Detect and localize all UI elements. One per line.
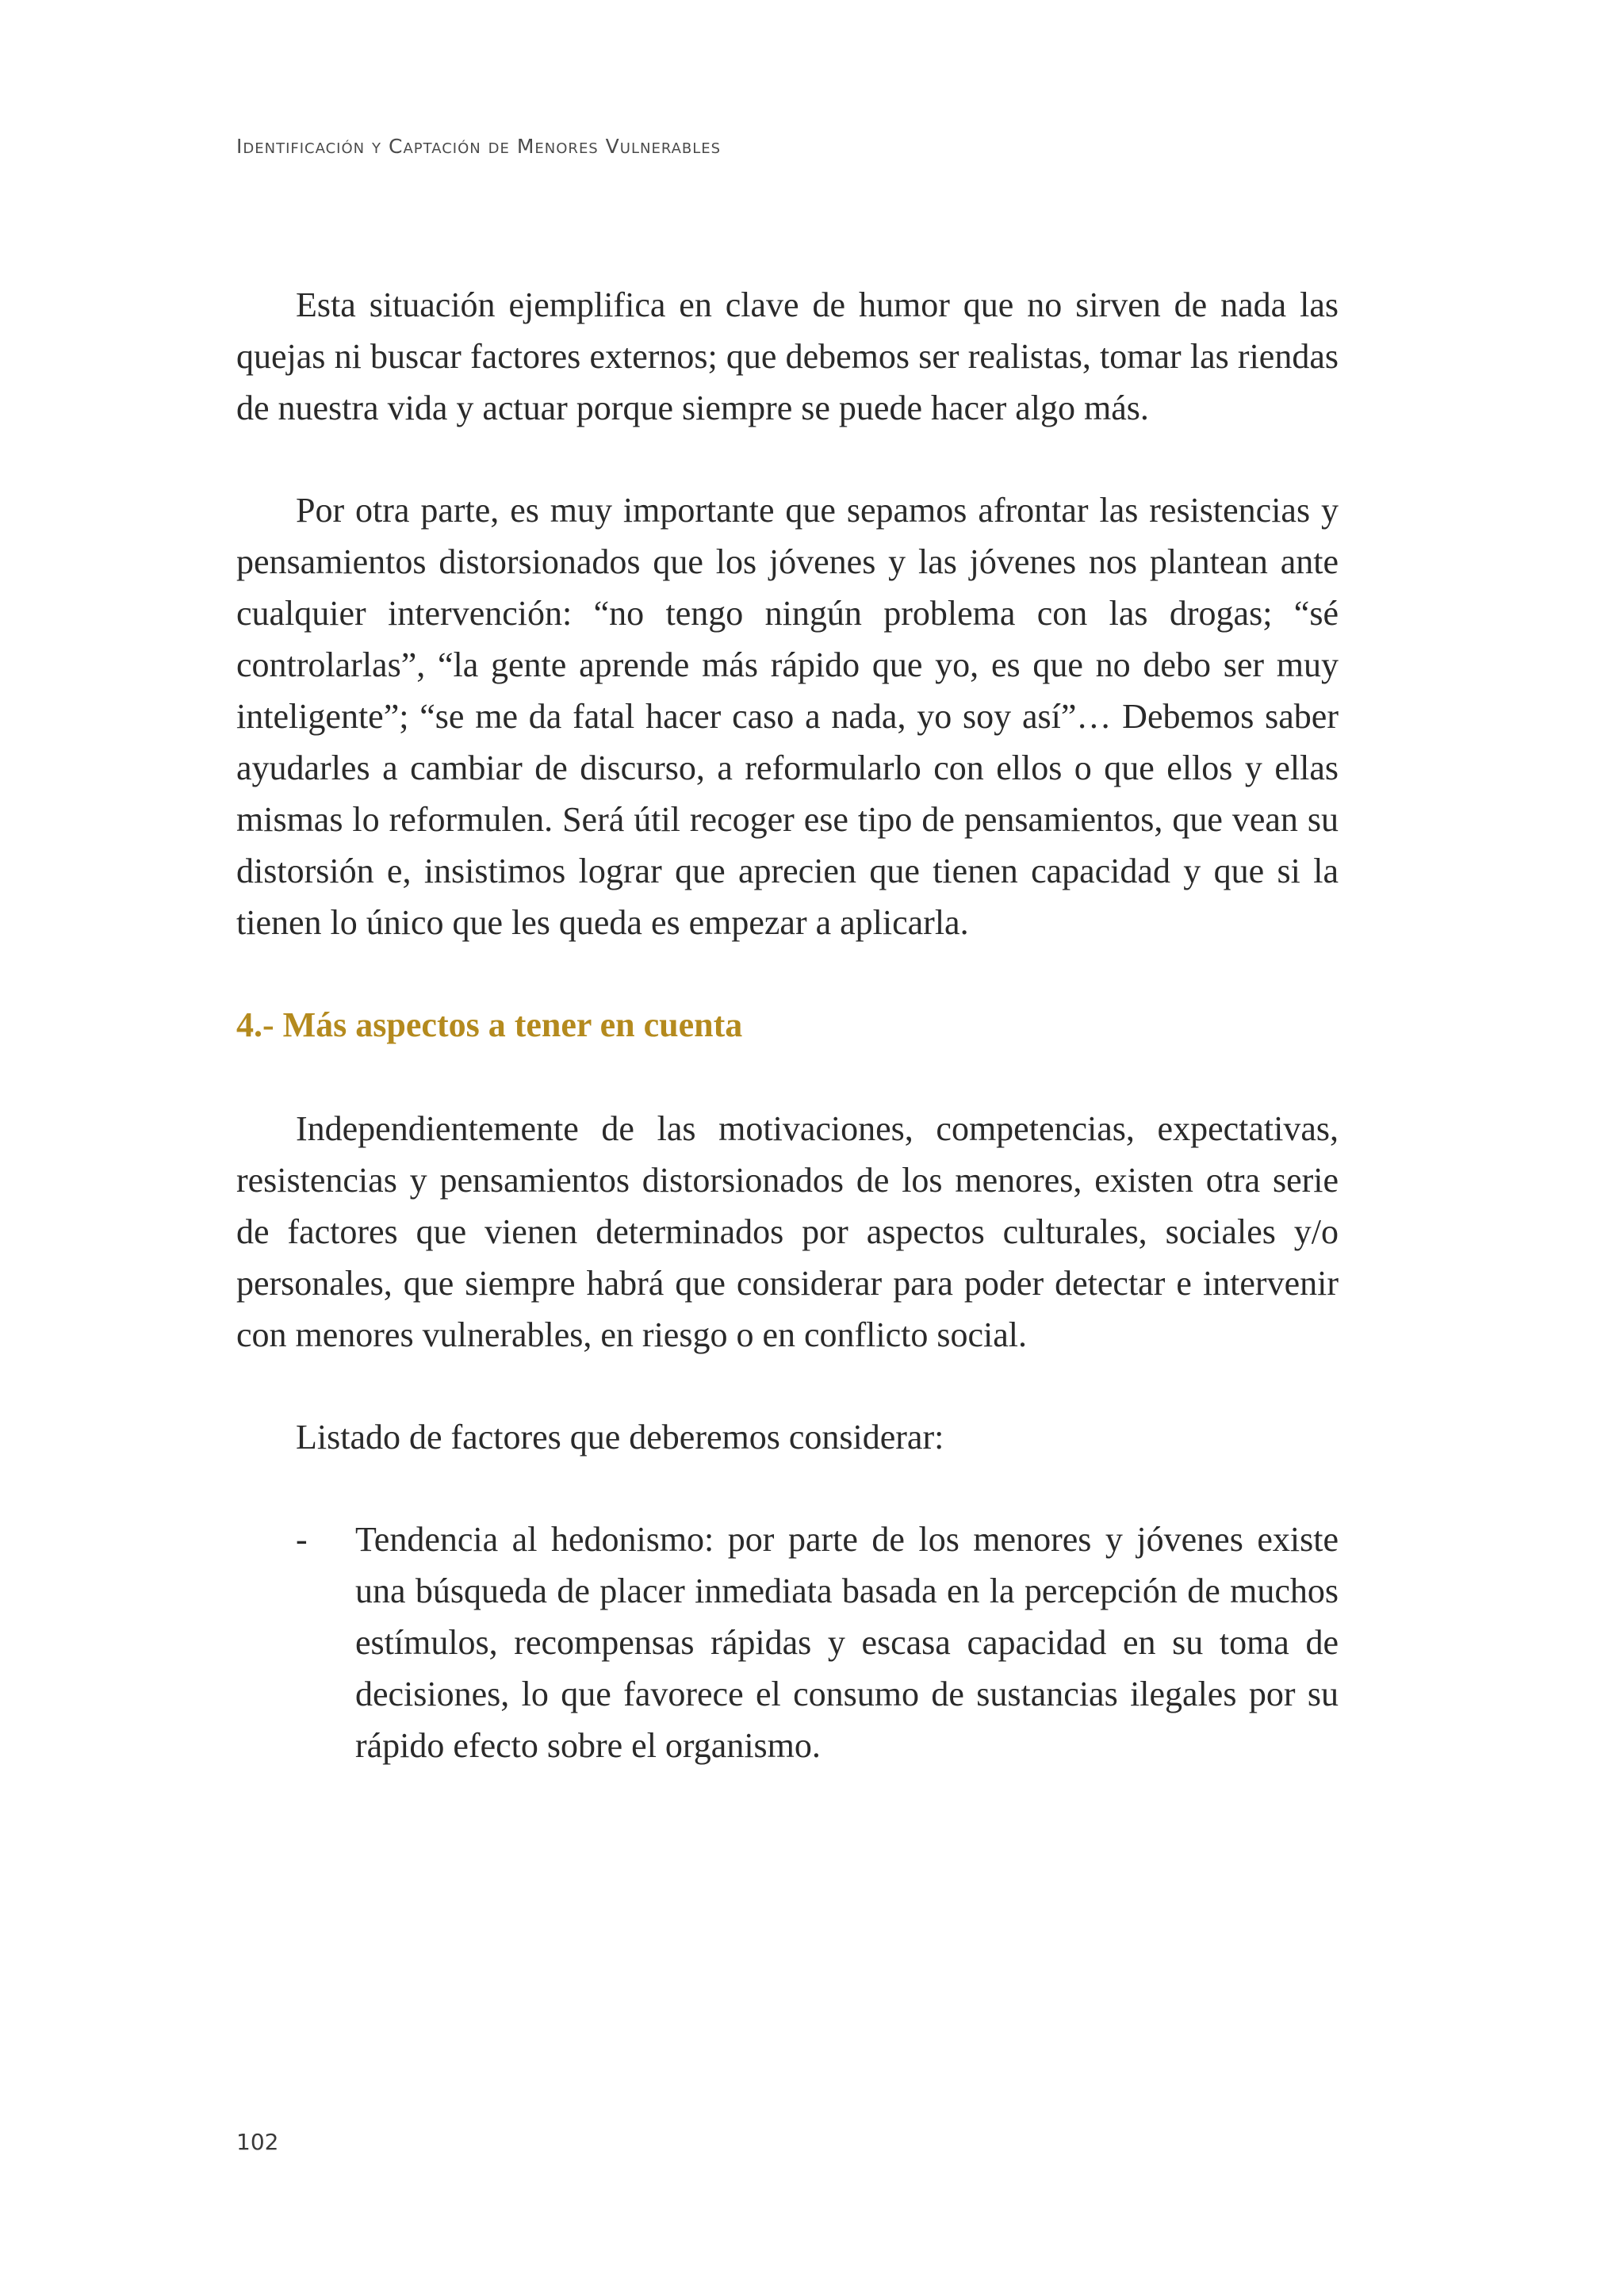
paragraph-spacer [236,1463,1339,1514]
list-intro: Listado de factores que deberemos considerar: [296,1418,944,1457]
paragraph-spacer [236,1361,1339,1411]
running-header: Identificación y Captación de Menores Vulnerables [236,135,722,158]
paragraph: Esta situación ejemplifica en clave de humor que no sirven de nada las quejas ni buscar factores externos; que debemos ser realistas, tomar las riendas de nuestra vida y actuar porque siempre se puede hacer algo más. [236,285,1339,427]
paragraph: Por otra parte, es muy importante que sepamos afrontar las resistencias y pensamientos distorsionados que los jóvenes y las jóvenes nos plantean ante cualquier intervención: “no tengo ningún problema con las drogas; “sé controlarlas”, “la gente aprende más rápido que yo, es que no debo ser muy inteligente”; “se me da fatal hacer caso a nada, yo soy así”… Debemos saber ayudarles a cambiar de discurso, a reformularlo con ellos o que ellos y ellas mismas lo reformulen. Será útil recoger ese tipo de pensamientos, que vean su distorsión e, insistimos lograr que aprecien que tienen capacidad y que si la tienen lo único que les queda es empezar a aplicarla. [236,491,1339,942]
list-item [236,1514,1339,1771]
list-item-marker: - [296,1520,308,1559]
page-number: 102 [236,2129,279,2155]
list-item-text: Tendencia al hedonismo: por parte de los menores y jóvenes existe una búsqueda de placer inmediata basada en la percepción de muchos estímulos, recompensas rápidas y escasa capacidad en su toma de decisiones, lo que favorece el consumo de sustancias ilegales por su rápido efecto sobre el organismo. [355,1520,1339,1765]
main-content [236,279,1339,1771]
paragraph: Independientemente de las motivaciones, competencias, expectativas, resistencias y pensamientos distorsionados de los menores, existen otra serie de factores que vienen determinados por aspectos culturales, sociales y/o personales, que siempre habrá que considerar para poder detectar e intervenir con menores vulnerables, en riesgo o en conflicto social. [236,1109,1339,1354]
paragraph-spacer [236,1051,1339,1103]
paragraph-spacer [236,434,1339,484]
section-heading: 4.- Más aspectos a tener en cuenta [236,1005,743,1044]
paragraph-spacer [236,948,1339,999]
